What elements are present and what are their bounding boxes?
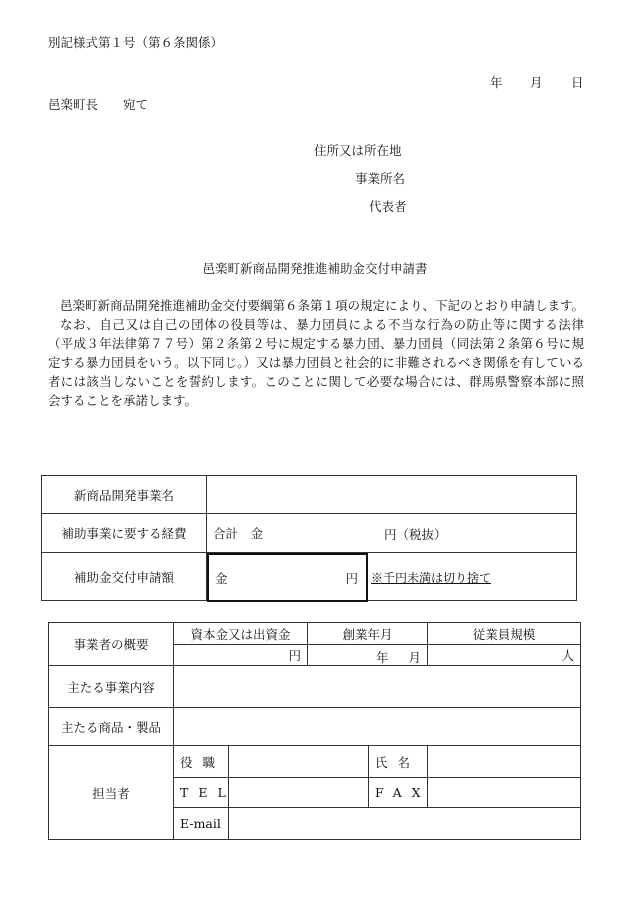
grant-prefix: 金 [215,571,228,586]
grant-row [42,553,577,601]
contact-label: 担当者 [49,746,174,840]
email-field[interactable] [229,808,581,840]
project-name-row [42,476,577,514]
capital-field[interactable] [174,645,308,666]
project-name-field[interactable] [207,476,577,514]
cost-total-label: 合計 金 [213,526,264,541]
founded-month: 月 [408,650,422,665]
employees-unit: 人 [561,648,574,663]
founded-label: 創業年月 [308,623,428,645]
representative-label: 代表者 [369,199,407,214]
cost-row [42,514,577,553]
grant-note: ※千円未満は切り捨て [371,571,492,585]
employees-label: 従業員規模 [428,623,581,645]
address-label: 住所又は所在地 [314,143,402,158]
founded-field[interactable] [308,645,428,666]
position-field[interactable] [229,746,369,778]
fax-field[interactable] [428,778,581,808]
date-day: 日 [571,75,584,90]
main-business-label: 主たる事業内容 [49,666,174,708]
body-paragraph-1: 邑楽町新商品開発推進補助金交付要綱第６条第１項の規定により、下記のとおり申請します。 [60,298,585,313]
overview-label: 事業者の概要 [49,623,174,666]
capital-label: 資本金又は出資金 [174,623,308,645]
date-year: 年 [490,75,503,90]
project-name-label: 新商品開発事業名 [42,476,207,514]
tel-label: TEL [174,778,229,808]
business-name-label: 事業所名 [355,171,406,186]
grant-label: 補助金交付申請額 [42,553,207,601]
main-business-row [49,666,581,708]
position-label: 役職 [174,746,229,778]
cost-label: 補助事業に要する経費 [42,514,207,553]
cost-unit: 円（税抜） [384,527,447,542]
name-label: 氏名 [369,746,428,778]
document-title: 邑楽町新商品開発推進補助金交付申請書 [202,261,428,276]
email-label: E-mail [174,808,229,840]
cost-field[interactable] [207,514,577,553]
form-number: 別記様式第１号（第６条関係） [48,35,224,50]
name-field[interactable] [428,746,581,778]
capital-unit: 円 [288,648,302,663]
contact-row-1 [49,746,581,778]
application-table [41,475,577,601]
main-business-field[interactable] [174,666,581,708]
main-products-label: 主たる商品・製品 [49,708,174,746]
employees-field[interactable] [428,645,581,666]
grant-amount-field[interactable] [207,553,368,602]
main-products-field[interactable] [174,708,581,746]
body-text [48,296,584,410]
business-overview-table [48,622,581,840]
overview-header-row [49,623,581,645]
main-products-row [49,708,581,746]
date-line [490,73,584,91]
fax-label: FAX [369,778,428,808]
body-paragraph-2: なお、自己又は自己の団体の役員等は、暴力団員による不当な行為の防止等に関する法律（平成３年法律第７７号）第２条第２号に規定する暴力団、暴力団員（同法第２条第６号に規定する暴力団員をいう。以下同じ。）又は暴力団員と社会的に非難されるべき関係を有している者には該当しないことを誓約します。このことに関して必要な場合には、群馬県警察本部に照会することを承諾します。 [48,317,584,408]
date-month: 月 [530,75,543,90]
tel-field[interactable] [229,778,369,808]
founded-year: 年 [376,650,389,665]
grant-unit: 円 [345,571,358,586]
addressee: 邑楽町長 宛て [48,97,149,112]
grant-cell [207,553,577,601]
